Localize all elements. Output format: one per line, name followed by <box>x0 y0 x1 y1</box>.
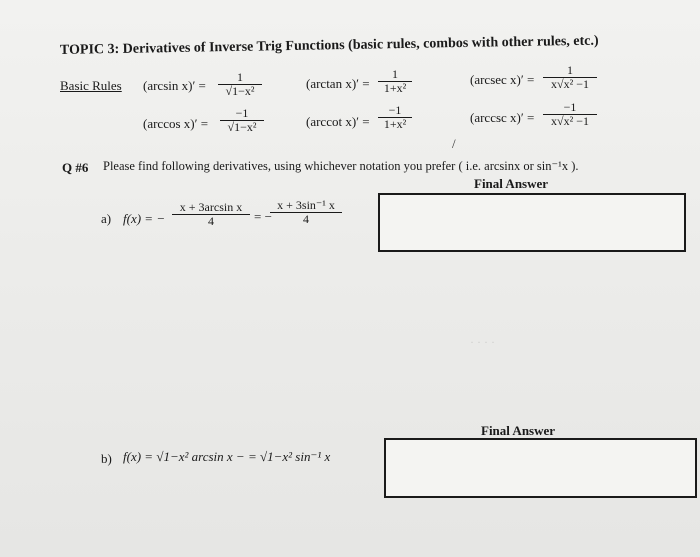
final-answer-label-b: Final Answer <box>481 423 556 438</box>
answer-box-a[interactable] <box>378 193 686 252</box>
arcsec-rule-numerator: 1 <box>567 63 573 77</box>
part-a-fraction-2 <box>270 199 342 226</box>
arccos-rule-numerator: −1 <box>235 106 249 120</box>
part-a-equals: = − <box>254 209 272 224</box>
part-a-denominator-1: 4 <box>208 214 214 228</box>
stray-mark: / <box>452 136 456 151</box>
arctan-rule-fraction <box>378 68 412 95</box>
arccsc-rule-fraction <box>543 101 597 128</box>
arccot-rule-numerator: −1 <box>388 103 402 117</box>
part-a-label: a) <box>101 211 112 226</box>
part-a-fraction-1 <box>172 201 250 228</box>
part-a-numerator-2: x + 3sin⁻¹ x <box>277 198 335 212</box>
part-a-lhs: f(x) = − <box>123 211 166 226</box>
part-a-denominator-2: 4 <box>303 212 309 226</box>
arcsin-rule-fraction <box>218 71 262 98</box>
arcsin-rule-numerator: 1 <box>237 70 243 84</box>
part-b-expression: f(x) = √1−x² arcsin x − = √1−x² sin⁻¹ x <box>123 449 331 464</box>
arcsec-rule-lhs: (arcsec x)′ = <box>470 72 535 87</box>
arccsc-rule-numerator: −1 <box>563 100 577 114</box>
question-number: Q #6 <box>62 160 89 175</box>
bleed-through-text: · · · · <box>470 335 495 349</box>
arccsc-rule-denominator: x√x² −1 <box>551 114 589 128</box>
page-title: TOPIC 3: Derivatives of Inverse Trig Functions (basic rules, combos with other rules, etc.) <box>59 33 599 58</box>
part-a-numerator-1: x + 3arcsin x <box>179 200 243 214</box>
arccos-rule-fraction <box>220 107 264 134</box>
arcsec-rule-fraction <box>543 64 597 91</box>
part-b-label: b) <box>101 451 112 466</box>
final-answer-label-a: Final Answer <box>474 176 549 191</box>
answer-box-b[interactable] <box>384 438 697 498</box>
arcsec-rule-denominator: x√x² −1 <box>551 77 589 91</box>
arccot-rule-denominator: 1+x² <box>383 117 407 131</box>
arcsin-rule-lhs: (arcsin x)′ = <box>143 78 206 93</box>
basic-rules-label: Basic Rules <box>60 78 122 93</box>
arctan-rule-numerator: 1 <box>392 67 398 81</box>
arctan-rule-lhs: (arctan x)′ = <box>306 76 370 91</box>
arctan-rule-denominator: 1+x² <box>383 81 407 95</box>
arcsin-rule-denominator: √1−x² <box>225 84 255 98</box>
arccos-rule-lhs: (arccos x)′ = <box>143 116 209 131</box>
arccot-rule-lhs: (arccot x)′ = <box>306 114 370 129</box>
question-prompt: Please find following derivatives, using whichever notation you prefer ( i.e. arcsinx or sin⁻¹x ). <box>103 159 579 173</box>
arccos-rule-denominator: √1−x² <box>227 120 257 134</box>
arccot-rule-fraction <box>378 104 412 131</box>
arccsc-rule-lhs: (arccsc x)′ = <box>470 110 535 125</box>
